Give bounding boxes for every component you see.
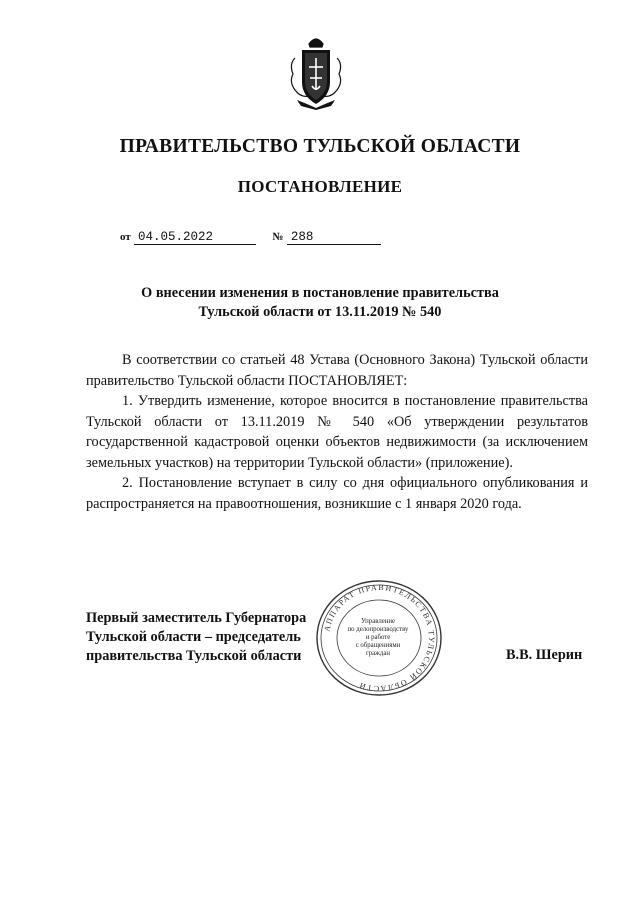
item-2-paragraph: 2. Постановление вступает в силу со дня официального опубликования и распространяется на правоотношения, возникшие с 1 января 2020 года. [86, 475, 588, 512]
number-value: 288 [287, 231, 381, 245]
number-label: № [272, 231, 284, 243]
position-line-3: правительства Тульской области [86, 648, 302, 664]
date-value: 04.05.2022 [134, 231, 256, 245]
position-line-1: Первый заместитель Губернатора [86, 610, 307, 626]
position-line-2: Тульской области – председатель [86, 629, 301, 645]
stamp-ring-text: АППАРАТ ПРАВИТЕЛЬСТВА ТУЛЬСКОЙ ОБЛАСТИ [322, 582, 437, 694]
subject-line-1: О внесении изменения в постановление правительства [141, 285, 499, 301]
signatory-position [86, 609, 306, 666]
item-1-paragraph: 1. Утвердить изменение, которое вносится в постановление правительства Тульской области от 13.11.2019 № 540 «Об утверждении результатов государственной кадастровой оценки объектов недвижимости (за исключением земельных участков) на территории Тульской области» (приложение). [86, 393, 588, 471]
date-label: от [120, 231, 131, 243]
signatory-name: В.В. Шерин [506, 647, 583, 663]
preamble-paragraph: В соответствии со статьей 48 Устава (Основного Закона) Тульской области правительство Тульской области ПОСТАНОВЛЯЕТ: [86, 352, 588, 389]
document-type-title: ПОСТАНОВЛЕНИЕ [237, 177, 403, 196]
document-subject [0, 284, 640, 322]
document-body [86, 350, 588, 514]
date-number-line [120, 228, 381, 245]
stamp-center-text: Управление по делопроизводству и работе с обращениями граждан [347, 618, 409, 657]
coat-of-arms-emblem [287, 34, 345, 110]
subject-line-2: Тульской области от 13.11.2019 № 540 [198, 304, 442, 320]
government-title: ПРАВИТЕЛЬСТВО ТУЛЬСКОЙ ОБЛАСТИ [119, 136, 521, 157]
